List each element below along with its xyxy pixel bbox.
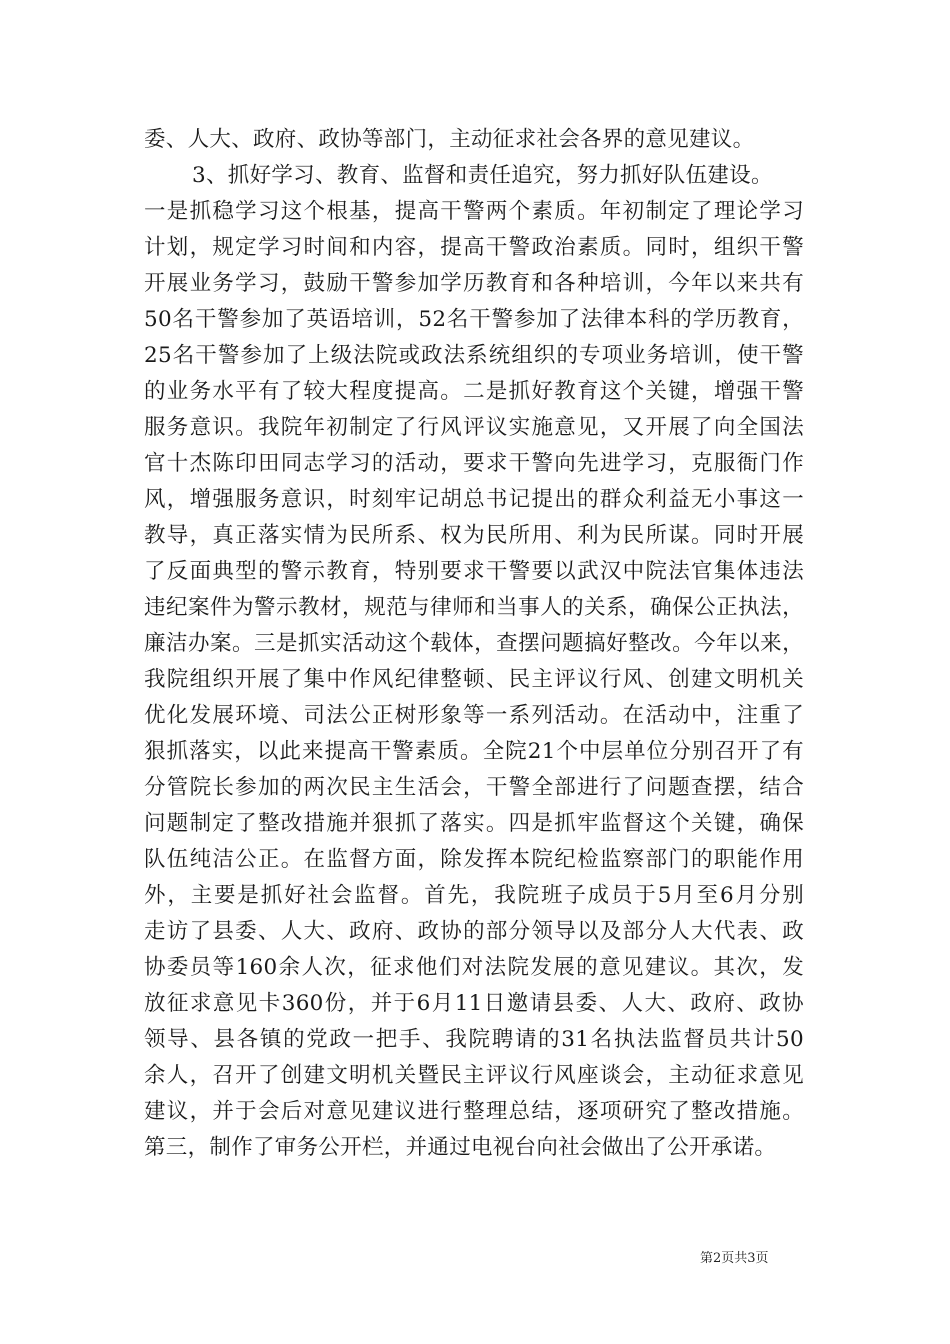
body-text-line: 外，主要是抓好社会监督。首先，我院班子成员于5月至6月分别: [144, 883, 804, 908]
body-text-line: 放征求意见卡360份，并于6月11日邀请县委、人大、政府、政协: [144, 991, 804, 1016]
body-text-line: 廉洁办案。三是抓实活动这个载体，查摆问题搞好整改。今年以来，: [144, 631, 804, 656]
body-text-line: 领导、县各镇的党政一把手、我院聘请的31名执法监督员共计50: [144, 1027, 804, 1052]
body-text-line: 优化发展环境、司法公正树形象等一系列活动。在活动中，注重了: [144, 703, 804, 728]
body-text-line: 狠抓落实，以此来提高干警素质。全院21个中层单位分别召开了有: [144, 739, 804, 764]
body-text-line: 协委员等160余人次，征求他们对法院发展的意见建议。其次，发: [144, 955, 804, 980]
body-text-line: 教导，真正落实情为民所系、权为民所用、利为民所谋。同时开展: [144, 523, 804, 548]
body-text-line: 了反面典型的警示教育，特别要求干警要以武汉中院法官集体违法: [144, 559, 804, 584]
body-text-line: 的业务水平有了较大程度提高。二是抓好教育这个关键，增强干警: [144, 379, 804, 404]
section-heading-line: 3、抓好学习、教育、监督和责任追究，努力抓好队伍建设。: [192, 163, 773, 188]
body-text-line: 风，增强服务意识，时刻牢记胡总书记提出的群众利益无小事这一: [144, 487, 804, 512]
body-text-line: 一是抓稳学习这个根基，提高干警两个素质。年初制定了理论学习: [144, 199, 804, 224]
body-text-line: 走访了县委、人大、政府、政协的部分领导以及部分人大代表、政: [144, 919, 804, 944]
body-text-line: 委、人大、政府、政协等部门，主动征求社会各界的意见建议。: [144, 127, 755, 152]
body-text-line: 分管院长参加的两次民主生活会，干警全部进行了问题查摆，结合: [144, 775, 804, 800]
body-text-line: 开展业务学习，鼓励干警参加学历教育和各种培训，今年以来共有: [144, 271, 804, 296]
body-text-line: 我院组织开展了集中作风纪律整顿、民主评议行风、创建文明机关: [144, 667, 804, 692]
body-text-line: 建议，并于会后对意见建议进行整理总结，逐项研究了整改措施。: [144, 1099, 804, 1124]
body-text-line: 25名干警参加了上级法院或政法系统组织的专项业务培训，使干警: [144, 343, 804, 368]
body-text-line: 问题制定了整改措施并狠抓了落实。四是抓牢监督这个关键，确保: [144, 811, 804, 836]
page-number-footer: 第2页共3页: [700, 1251, 769, 1266]
body-text-line: 50名干警参加了英语培训，52名干警参加了法律本科的学历教育，: [144, 307, 804, 332]
body-text-line: 计划，规定学习时间和内容，提高干警政治素质。同时，组织干警: [144, 235, 804, 260]
body-text-line: 违纪案件为警示教材，规范与律师和当事人的关系，确保公正执法，: [144, 595, 804, 620]
body-text-line: 官十杰陈印田同志学习的活动，要求干警向先进学习，克服衙门作: [144, 451, 804, 476]
body-text-line: 服务意识。我院年初制定了行风评议实施意见，又开展了向全国法: [144, 415, 804, 440]
body-text-line: 第三，制作了审务公开栏，并通过电视台向社会做出了公开承诺。: [144, 1135, 777, 1160]
body-text-line: 队伍纯洁公正。在监督方面，除发挥本院纪检监察部门的职能作用: [144, 847, 804, 872]
body-text-line: 余人，召开了创建文明机关暨民主评议行风座谈会，主动征求意见: [144, 1063, 804, 1088]
